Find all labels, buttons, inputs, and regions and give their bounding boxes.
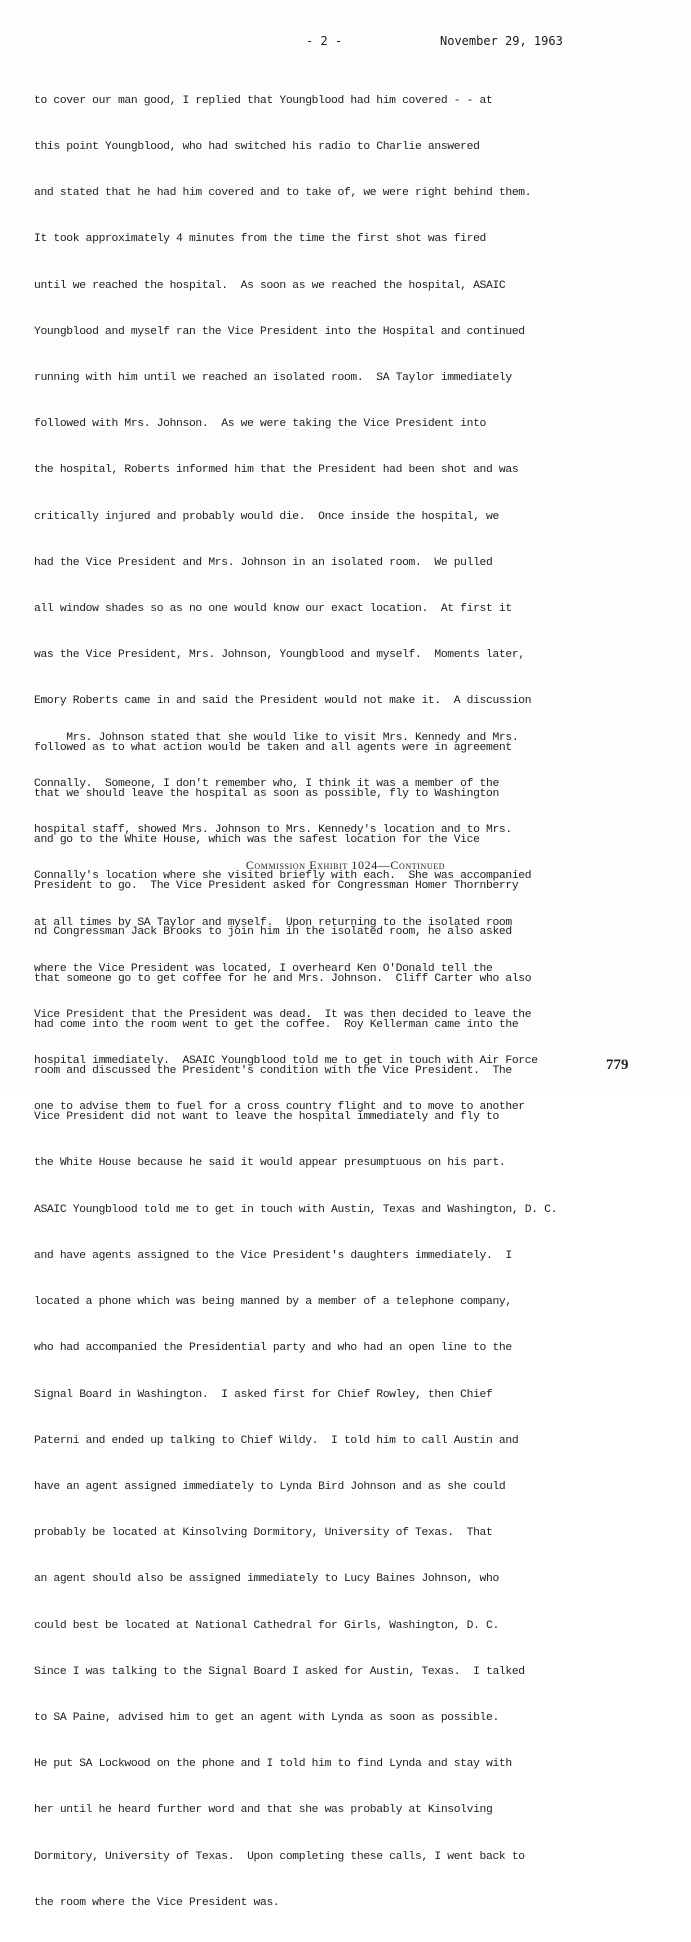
text-line: Signal Board in Washington. I asked first for Chief Rowley, then Chief (34, 1388, 493, 1401)
text-line: until we reached the hospital. As soon as we reached the hospital, ASAIC (34, 279, 506, 292)
text-line: had come into the room went to get the coffee. Roy Kellerman came into the (34, 1018, 519, 1031)
text-line: He put SA Lockwood on the phone and I told him to find Lynda and stay with (34, 1758, 512, 1771)
text-line: President to go. The Vice President asked for Congressman Homer Thornberry (34, 880, 519, 893)
text-line: followed with Mrs. Johnson. As we were taking the Vice President into (34, 418, 487, 431)
text-line: followed as to what action would be taken and all agents were in agreement (34, 741, 512, 754)
text-line: probably be located at Kinsolving Dormitory, University of Texas. That (34, 1527, 493, 1540)
text-line: the White House because he said it would appear presumptuous on his part. (34, 1157, 506, 1170)
text-line: to cover our man good, I replied that Youngblood had him covered - - at (34, 94, 493, 107)
text-line: all window shades so as no one would know our exact location. At first it (34, 603, 512, 616)
text-line: and stated that he had him covered and to take of, we were right behind them. (34, 187, 532, 200)
text-line: her until he heard further word and that she was probably at Kinsolving (34, 1804, 493, 1817)
text-line: this point Youngblood, who had switched his radio to Charlie answered (34, 141, 480, 154)
text-line: Vice President did not want to leave the hospital immediately and fly to (34, 1111, 499, 1124)
text-line: Emory Roberts came in and said the President would not make it. A discussion (34, 695, 532, 708)
document-date: November 29, 1963 (440, 34, 563, 48)
text-line: Connally's location where she visited briefly with each. She was accompanied (34, 870, 532, 883)
text-line: Youngblood and myself ran the Vice President into the Hospital and continued (34, 325, 525, 338)
text-line: room and discussed the President's condition with the Vice President. The (34, 1065, 512, 1078)
text-line: one to advise them to fuel for a cross country flight and to move to another (34, 1101, 525, 1114)
text-line: Vice President that the President was dead. It was then decided to leave the (34, 1009, 532, 1022)
text-line: critically injured and probably would die. Once inside the hospital, we (34, 510, 499, 523)
text-line: running with him until we reached an isolated room. SA Taylor immediately (34, 372, 512, 385)
text-line: ASAIC Youngblood told me to get in touch with Austin, Texas and Washington, D. C. (34, 1203, 558, 1216)
page-header (0, 34, 691, 54)
exhibit-caption: Commission Exhibit 1024—Continued (245, 858, 446, 872)
text-line: nd Congressman Jack Brooks to join him in the isolated room, he also asked (34, 926, 512, 939)
text-line: that someone go to get coffee for he and Mrs. Johnson. Cliff Carter who also (34, 972, 532, 985)
text-line: and have agents assigned to the Vice President's daughters immediately. I (34, 1249, 512, 1262)
text-line: was the Vice President, Mrs. Johnson, Youngblood and myself. Moments later, (34, 649, 525, 662)
text-line: Dormitory, University of Texas. Upon completing these calls, I went back to (34, 1850, 525, 1863)
text-line: Connally. Someone, I don't remember who, I think it was a member of the (34, 778, 499, 791)
text-line: located a phone which was being manned by a member of a telephone company, (34, 1296, 512, 1309)
text-line: hospital immediately. ASAIC Youngblood told me to get in touch with Air Force (34, 1055, 538, 1068)
text-line: that we should leave the hospital as soon as possible, fly to Washington (34, 787, 499, 800)
text-line: and go to the White House, which was the safest location for the Vice (34, 834, 480, 847)
text-line: where the Vice President was located, I overheard Ken O'Donald tell the (34, 962, 493, 975)
text-line: an agent should also be assigned immediately to Lucy Baines Johnson, who (34, 1573, 499, 1586)
text-line: have an agent assigned immediately to Lynda Bird Johnson and as she could (34, 1480, 506, 1493)
text-line: could best be located at National Cathedral for Girls, Washington, D. C. (34, 1619, 499, 1632)
text-line: had the Vice President and Mrs. Johnson in an isolated room. We pulled (34, 556, 493, 569)
text-line: to SA Paine, advised him to get an agent with Lynda as soon as possible. (34, 1711, 499, 1724)
text-line: who had accompanied the Presidential party and who had an open line to the (34, 1342, 512, 1355)
text-line: the hospital, Roberts informed him that the President had been shot and was (34, 464, 519, 477)
text-line: hospital staff, showed Mrs. Johnson to Mrs. Kennedy's location and to Mrs. (34, 824, 512, 837)
text-line: the room where the Vice President was. (34, 1896, 280, 1909)
text-line: Since I was talking to the Signal Board I asked for Austin, Texas. I talked (34, 1665, 525, 1678)
text-line: It took approximately 4 minutes from the time the first shot was fired (34, 233, 487, 246)
page-marker: - 2 - (306, 34, 343, 48)
body-paragraph-2 (34, 700, 684, 1147)
text-line: at all times by SA Taylor and myself. Upon returning to the isolated room (34, 916, 512, 929)
page-number: 779 (606, 1057, 629, 1073)
text-line: Paterni and ended up talking to Chief Wildy. I told him to call Austin and (34, 1434, 519, 1447)
text-line: Mrs. Johnson stated that she would like to visit Mrs. Kennedy and Mrs. (34, 731, 519, 744)
